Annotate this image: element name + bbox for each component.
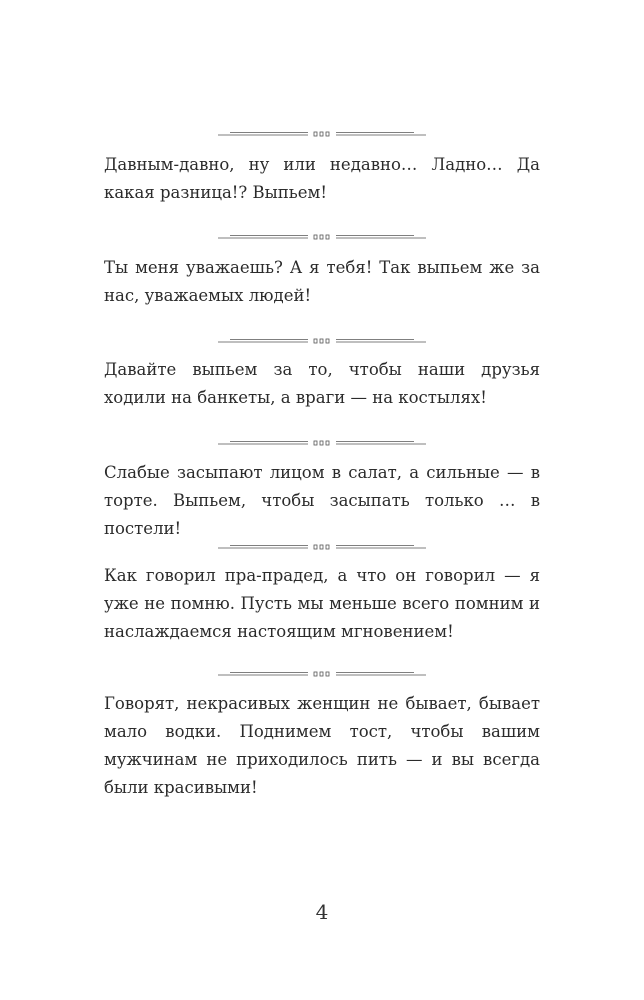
toast-paragraph: Слабые засыпают лицом в салат, а сильные — в торте. Выпьем, чтобы засыпать только … в постели! bbox=[104, 463, 540, 538]
ornament-divider-icon bbox=[218, 130, 426, 138]
ornament-divider-icon bbox=[218, 543, 426, 551]
ornament-divider-icon bbox=[218, 670, 426, 678]
ornament-divider bbox=[0, 439, 644, 447]
ornament-divider bbox=[0, 337, 644, 345]
toast-paragraph: Говорят, некрасивых женщин не бывает, бывает мало водки. Поднимем тост, чтобы вашим мужчинам не приходилось пить — и вы всегда были красивыми! bbox=[104, 694, 540, 797]
ornament-divider bbox=[0, 130, 644, 138]
toast-paragraph: Как говорил пра-прадед, а что он говорил — я уже не помню. Пусть мы меньше всего помним и наслаждаемся настоящим мгновением! bbox=[104, 566, 540, 641]
ornament-divider-icon bbox=[218, 233, 426, 241]
toast-paragraph: Давным-давно, ну или недавно… Ладно… Да какая разница!? Выпьем! bbox=[104, 155, 540, 202]
ornament-divider bbox=[0, 670, 644, 678]
page-number: 4 bbox=[315, 900, 329, 924]
ornament-divider-icon bbox=[218, 337, 426, 345]
ornament-divider bbox=[0, 543, 644, 551]
ornament-divider bbox=[0, 233, 644, 241]
toast-paragraph: Давайте выпьем за то, чтобы наши друзья ходили на банкеты, а враги — на костылях! bbox=[104, 360, 540, 407]
toast-paragraph: Ты меня уважаешь? А я тебя! Так выпьем же за нас, уважаемых людей! bbox=[104, 258, 540, 305]
ornament-divider-icon bbox=[218, 439, 426, 447]
